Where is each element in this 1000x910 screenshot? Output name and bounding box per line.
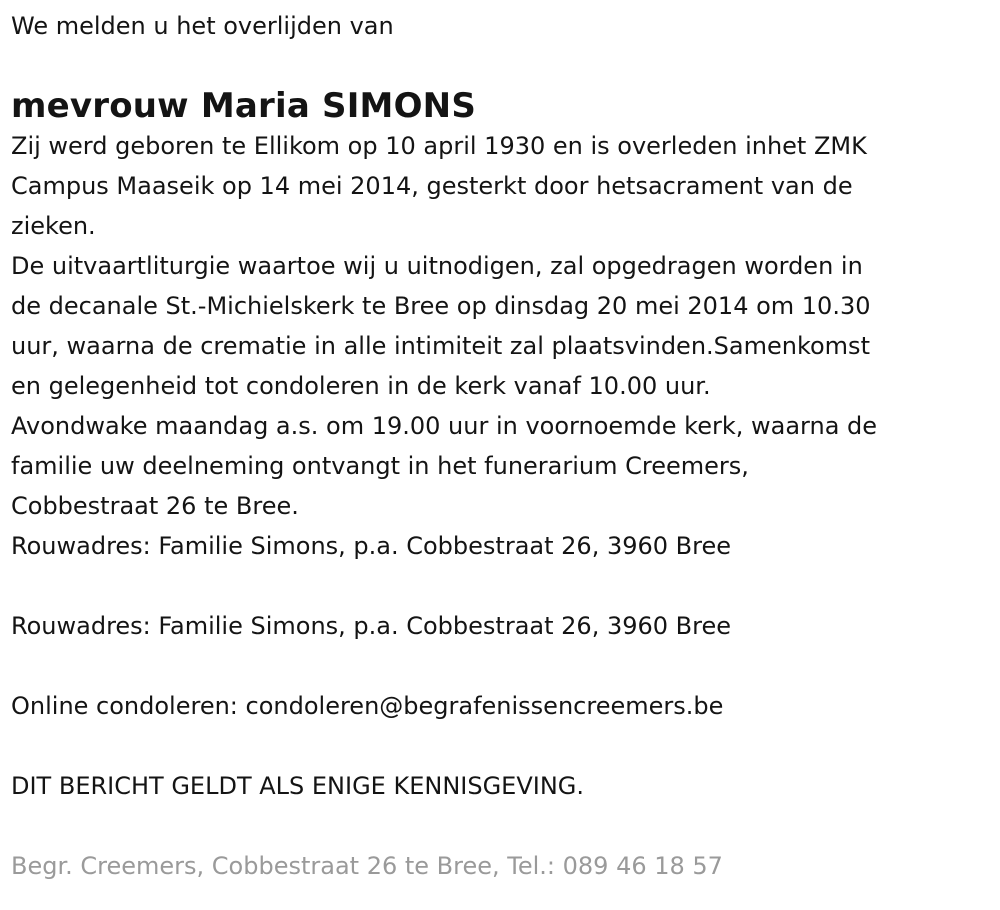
deceased-name: mevrouw Maria SIMONS: [11, 86, 477, 126]
body-line: en gelegenheid tot condoleren in de kerk vanaf 10.00 uur.: [11, 372, 711, 400]
body-line: Zij werd geboren te Ellikom op 10 april 1930 en is overleden inhet ZMK: [11, 132, 867, 160]
body-line: Cobbestraat 26 te Bree.: [11, 492, 299, 520]
closing-statement: DIT BERICHT GELDT ALS ENIGE KENNISGEVING.: [11, 772, 585, 800]
spacer: [11, 646, 990, 686]
body-line: Avondwake maandag a.s. om 19.00 uur in voornoemde kerk, waarna de: [11, 412, 878, 440]
body-line: Rouwadres: Familie Simons, p.a. Cobbestraat 26, 3960 Bree: [11, 532, 731, 560]
notice-intro: We melden u het overlijden van: [11, 12, 394, 40]
body-line: zieken.: [11, 212, 96, 240]
spacer: [11, 726, 990, 766]
spacer: [11, 806, 990, 846]
body-line: familie uw deelneming ontvangt in het funerarium Creemers,: [11, 452, 749, 480]
mourning-address: Rouwadres: Familie Simons, p.a. Cobbestraat 26, 3960 Bree: [11, 612, 731, 640]
body-line: Campus Maaseik op 14 mei 2014, gesterkt door hetsacrament van de: [11, 172, 853, 200]
notice-body: [11, 126, 990, 566]
body-line: De uitvaartliturgie waartoe wij u uitnodigen, zal opgedragen worden in: [11, 252, 863, 280]
spacer: [11, 566, 990, 606]
online-condolence: Online condoleren: condoleren@begrafenissencreemers.be: [11, 692, 724, 720]
body-line: uur, waarna de crematie in alle intimiteit zal plaatsvinden.Samenkomst: [11, 332, 870, 360]
body-line: de decanale St.-Michielskerk te Bree op dinsdag 20 mei 2014 om 10.30: [11, 292, 871, 320]
funeral-home-footer: Begr. Creemers, Cobbestraat 26 te Bree, Tel.: 089 46 18 57: [11, 852, 723, 880]
